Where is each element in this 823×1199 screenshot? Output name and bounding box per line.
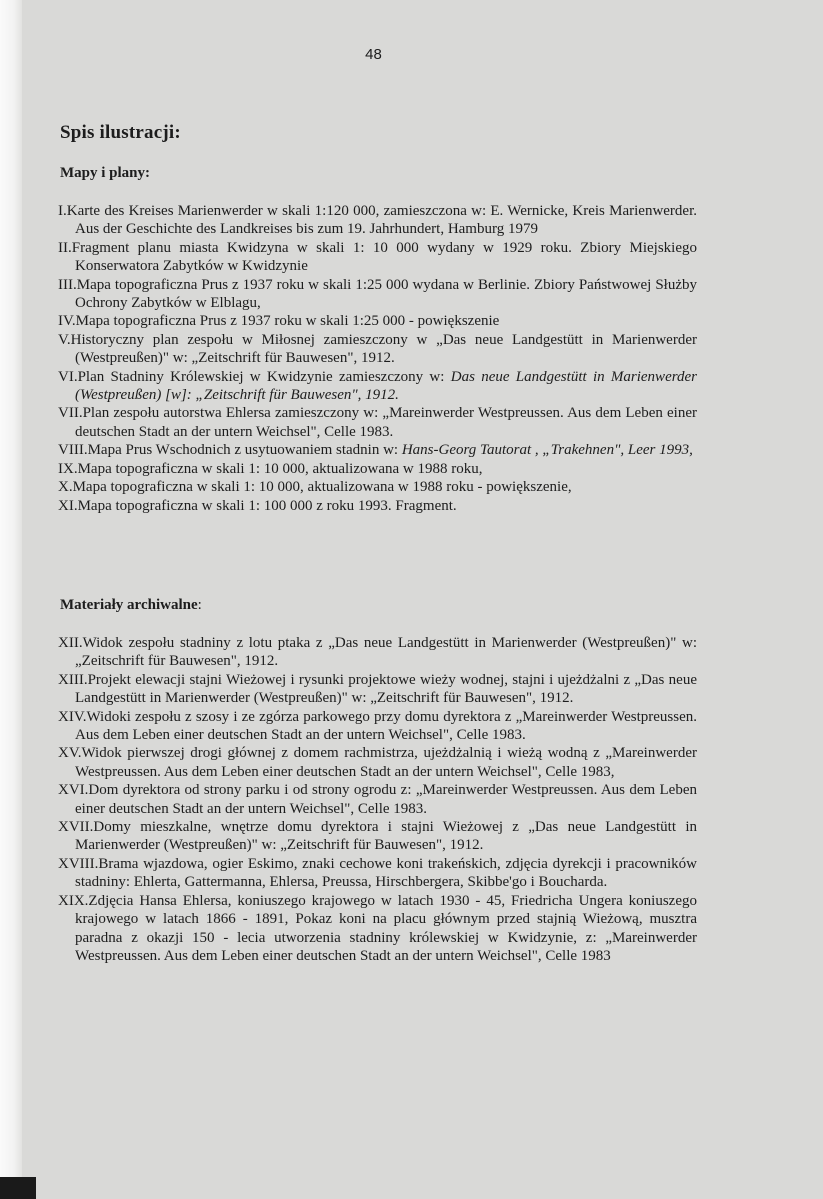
item-italic-text: Hans-Georg Tautorat , „Trakehnen", Leer 1993, [401,442,693,459]
section-heading-archives [60,597,202,614]
item-number: IV. [58,313,76,330]
item-number: XIX. [58,892,89,909]
item-number: XVII. [58,819,94,836]
item-text: Domy mieszkalne, wnętrze domu dyrektora i stajni Wieżowej z „Das neue Landgestütt in Marienwerder (Westpreußen)" w: „Zeitschrift für Bauwesen", 1912. [75,819,697,854]
item-text: Mapa topograficzna w skali 1: 10 000, aktualizowana w 1988 roku, [77,460,483,477]
item-text: Mapa topograficzna Prus z 1937 roku w skali 1:25 000 - powiększenie [75,313,500,330]
item-text: Projekt elewacji stajni Wieżowej i rysunki projektowe wieży wodnej, stajni i ujeżdżalni z „Das neue Landgestütt in Marienwerder (Westpreußen)" w: „Zeitschrift für Bauwesen", 1912. [75,671,697,707]
item-text: Zdjęcia Hansa Ehlersa, koniuszego krajowego w latach 1930 - 45, Friedricha Ungera koniuszego krajowego w latach 1866 - 1891, Pokaz koni na placu głównym przed stajnią Wieżową, musztra paradna z okazji 150 - lecia utworzenia stadniny królewskiej w Kwidzynie, z: „Mareinwerder Westpreussen. Aus dem Leben einer deutschen Stadt an der untern Weichsel", Celle 1983 [75,892,697,964]
item-number: XI. [58,497,78,514]
list-item [58,404,697,441]
item-text: Mapa topograficzna w skali 1: 10 000, aktualizowana w 1988 roku - powiększenie, [72,479,572,496]
list-item [58,478,697,496]
section-heading-maps-text: Mapy i plany: [60,165,151,181]
item-text: Widok zespołu stadniny z lotu ptaka z „Das neue Landgestütt in Marienwerder (Westpreußen)" w: „Zeitschrift für Bauwesen", 1912. [75,635,697,670]
item-number: XV. [58,745,82,762]
item-text: Brama wjazdowa, ogier Eskimo, znaki cechowe koni trakeńskich, zdjęcia dyrekcji i pracowników stadniny: Ehlerta, Gattermanna, Ehlersa, Preussa, Hirschbergera, Skibbe'go i Boucharda. [75,855,697,891]
list-item [58,441,697,459]
item-number: II. [58,239,72,256]
item-number: XVI. [58,782,89,799]
item-text: Mapa Prus Wschodnich z usytuowaniem stadnin w: [87,442,402,459]
item-number: XVIII. [58,855,99,872]
list-item [58,818,697,855]
item-text: Widoki zespołu z szosy i ze zgórza parkowego przy domu dyrektora z „Mareinwerder Westpreussen. Aus dem Leben einer deutschen Stadt an der untern Weichsel", Celle 1983. [75,708,697,744]
list-item [58,460,697,478]
list-item [58,312,697,330]
page-title: Spis ilustracji: [60,122,181,143]
item-text: Plan zespołu autorstwa Ehlersa zamieszczony w: „Mareinwerder Westpreussen. Aus dem Leben einer deutschen Stadt an der untern Weichsel", Celle 1983. [75,405,697,440]
item-text: Widok pierwszej drogi głównej z domem rachmistrza, ujeżdżalnią i wieżą wodną z „Mareinwerder Westpreussen. Aus dem Leben einer deutschen Stadt an der untern Weichsel", Celle 1983, [75,745,697,780]
item-number: XII. [58,635,83,651]
item-number: VIII. [58,442,88,459]
item-text: Fragment planu miasta Kwidzyna w skali 1: 10 000 wydany w 1929 roku. Zbiory Miejskiego Konserwatora Zabytków w Kwidzynie [71,239,697,275]
item-text: Historyczny plan zespołu w Miłosnej zamieszczony w „Das neue Landgestütt in Marienwerder (Westpreußen)" w: „Zeitschrift für Bauwesen", 1912. [70,331,697,367]
list-item [58,744,697,781]
list-item [58,368,697,405]
archives-list [58,634,697,965]
item-number: V. [58,331,71,348]
item-number: III. [58,276,77,293]
list-item [58,708,697,745]
page-left-edge [0,0,22,1199]
list-item [58,892,697,966]
list-item [58,634,697,671]
list-item [58,855,697,892]
item-text: Mapa topograficzna w skali 1: 100 000 z roku 1993. Fragment. [77,497,457,514]
item-number: XIV. [58,708,87,725]
page-number: 48 [365,46,382,63]
list-item [58,497,697,515]
item-number: VII. [58,405,83,422]
list-item [58,671,697,708]
item-number: IX. [58,460,78,477]
item-number: I. [58,203,67,219]
maps-list [58,202,697,515]
list-item [58,202,697,239]
item-number: X. [58,479,73,496]
item-text: Karte des Kreises Marienwerder w skali 1:120 000, zamieszczona w: E. Wernicke, Kreis Marienwerder. Aus der Geschichte des Landkreises bis zum 19. Jahrhundert, Hamburg 1979 [66,203,697,238]
item-text: Plan Stadniny Królewskiej w Kwidzynie zamieszczony w: [77,368,451,385]
list-item [58,239,697,276]
list-item [58,276,697,313]
item-number: VI. [58,368,78,385]
section-heading-maps [60,165,150,182]
list-item [58,781,697,818]
item-text: Dom dyrektora od strony parku i od strony ogrodu z: „Mareinwerder Westpreussen. Aus dem Leben einer deutschen Stadt an der untern Weichsel", Celle 1983. [75,782,697,817]
list-item [58,331,697,368]
item-italic-text: Das neue Landgestütt in Marienwerder (Westpreußen) [w]: „Zeitschrift für Bauwesen", 1912. [75,368,697,404]
section-heading-archives-colon: : [197,597,202,613]
section-heading-archives-text: Materiały archiwalne [60,597,198,613]
item-text: Mapa topograficzna Prus z 1937 roku w skali 1:25 000 wydana w Berlinie. Zbiory Państwowej Służby Ochrony Zabytków w Elblagu, [75,276,697,312]
item-number: XIII. [58,671,88,688]
scan-corner-shadow [0,1177,36,1199]
